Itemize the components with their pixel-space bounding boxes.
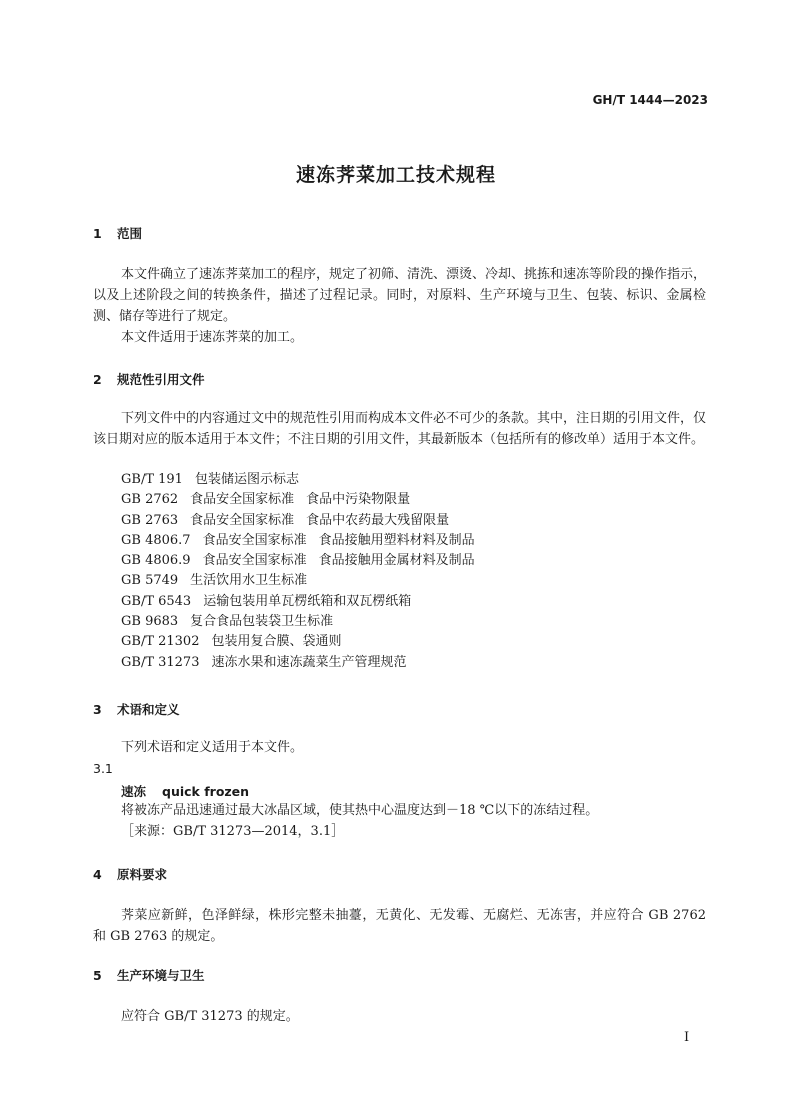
reference-subtitle: 食品接触用塑料材料及制品: [318, 532, 475, 548]
section-5-paragraph-1: 应符合 GB/T 31273 的规定。: [121, 1009, 299, 1024]
section-title: 范围: [117, 226, 143, 241]
reference-title: 食品安全国家标准: [190, 492, 295, 508]
reference-code: GB/T 6543: [121, 593, 192, 609]
reference-item: [121, 632, 475, 652]
section-1-paragraph-2: 本文件适用于速冻荠菜的加工。: [121, 330, 304, 345]
reference-item: [121, 653, 475, 673]
reference-item: [121, 470, 475, 490]
section-number: 2: [93, 372, 102, 387]
term-chinese: 速冻: [121, 784, 147, 799]
reference-code: GB 2763: [121, 512, 179, 528]
reference-item: [121, 511, 475, 531]
section-2-heading: [93, 370, 205, 388]
reference-title: 包装用复合膜、袋通则: [211, 634, 342, 650]
reference-code: GB 9683: [121, 614, 179, 630]
reference-code: GB 4806.7: [121, 532, 191, 548]
reference-item: [121, 571, 475, 591]
section-2-paragraph-1: 下列文件中的内容通过文中的规范性引用而构成本文件必不可少的条款。其中，注日期的引用文件，仅该日期对应的版本适用于本文件；不注日期的引用文件，其最新版本（包括所有的修改单）适用于本文件。: [93, 411, 707, 447]
reference-item: [121, 551, 475, 571]
section-4-paragraph-1: 荠菜应新鲜，色泽鲜绿，株形完整未抽薹，无黄化、无发霉、无腐烂、无冻害，并应符合 GB 2762 和 GB 2763 的规定。: [93, 908, 706, 944]
section-title: 术语和定义: [117, 702, 180, 717]
section-number: 3: [93, 702, 102, 717]
section-4-heading: [93, 865, 167, 883]
section-title: 规范性引用文件: [117, 372, 205, 387]
reference-item: [121, 592, 475, 612]
term-english: quick frozen: [162, 784, 250, 799]
section-1-paragraph-1: 本文件确立了速冻荠菜加工的程序，规定了初筛、清洗、漂烫、冷却、挑拣和速冻等阶段的操作指示，以及上述阶段之间的转换条件，描述了过程记录。同时，对原料、生产环境与卫生、包装、标识、金属检测、储存等进行了规定。: [93, 267, 707, 324]
reference-title: 生活饮用水卫生标准: [190, 573, 308, 589]
reference-subtitle: 食品中污染物限量: [306, 492, 411, 508]
section-number: 4: [93, 867, 102, 882]
section-3-intro: 下列术语和定义适用于本文件。: [121, 740, 304, 755]
term-definition: 将被冻产品迅速通过最大冰晶区域，使其热中心温度达到－18 ℃以下的冻结过程。: [121, 803, 599, 818]
reference-item: [121, 612, 475, 632]
term-source: ［来源：GB/T 31273—2014，3.1］: [121, 824, 345, 839]
reference-code: GB 4806.9: [121, 553, 191, 569]
reference-title: 食品安全国家标准: [202, 532, 307, 548]
section-3-heading: [93, 700, 180, 718]
reference-subtitle: 食品接触用金属材料及制品: [318, 553, 475, 569]
reference-title: 包装储运图示标志: [194, 472, 299, 487]
reference-title: 食品安全国家标准: [202, 553, 307, 569]
reference-title: 复合食品包装袋卫生标准: [190, 614, 334, 630]
document-title: 速冻荠菜加工技术规程: [295, 164, 496, 186]
standard-code: GH/T 1444—2023: [592, 93, 708, 107]
page-number: I: [684, 1030, 690, 1045]
reference-subtitle: 食品中农药最大残留限量: [306, 512, 450, 528]
section-number: 5: [93, 968, 102, 983]
reference-title: 运输包装用单瓦楞纸箱和双瓦楞纸箱: [203, 593, 412, 609]
reference-code: GB/T 191: [121, 472, 183, 487]
reference-code: GB 5749: [121, 573, 179, 589]
reference-item: [121, 531, 475, 551]
reference-code: GB/T 31273: [121, 654, 200, 670]
reference-title: 食品安全国家标准: [190, 512, 295, 528]
section-number: 1: [93, 226, 102, 241]
reference-list: [121, 470, 475, 673]
term-number: 3.1: [93, 761, 113, 776]
section-1-heading: [93, 224, 142, 242]
term-entry: [121, 782, 249, 800]
reference-title: 速冻水果和速冻蔬菜生产管理规范: [211, 654, 407, 670]
reference-code: GB/T 21302: [121, 634, 200, 650]
section-5-heading: [93, 966, 205, 984]
reference-code: GB 2762: [121, 492, 179, 508]
reference-item: [121, 490, 475, 510]
section-title: 原料要求: [117, 867, 168, 882]
section-title: 生产环境与卫生: [117, 968, 205, 983]
